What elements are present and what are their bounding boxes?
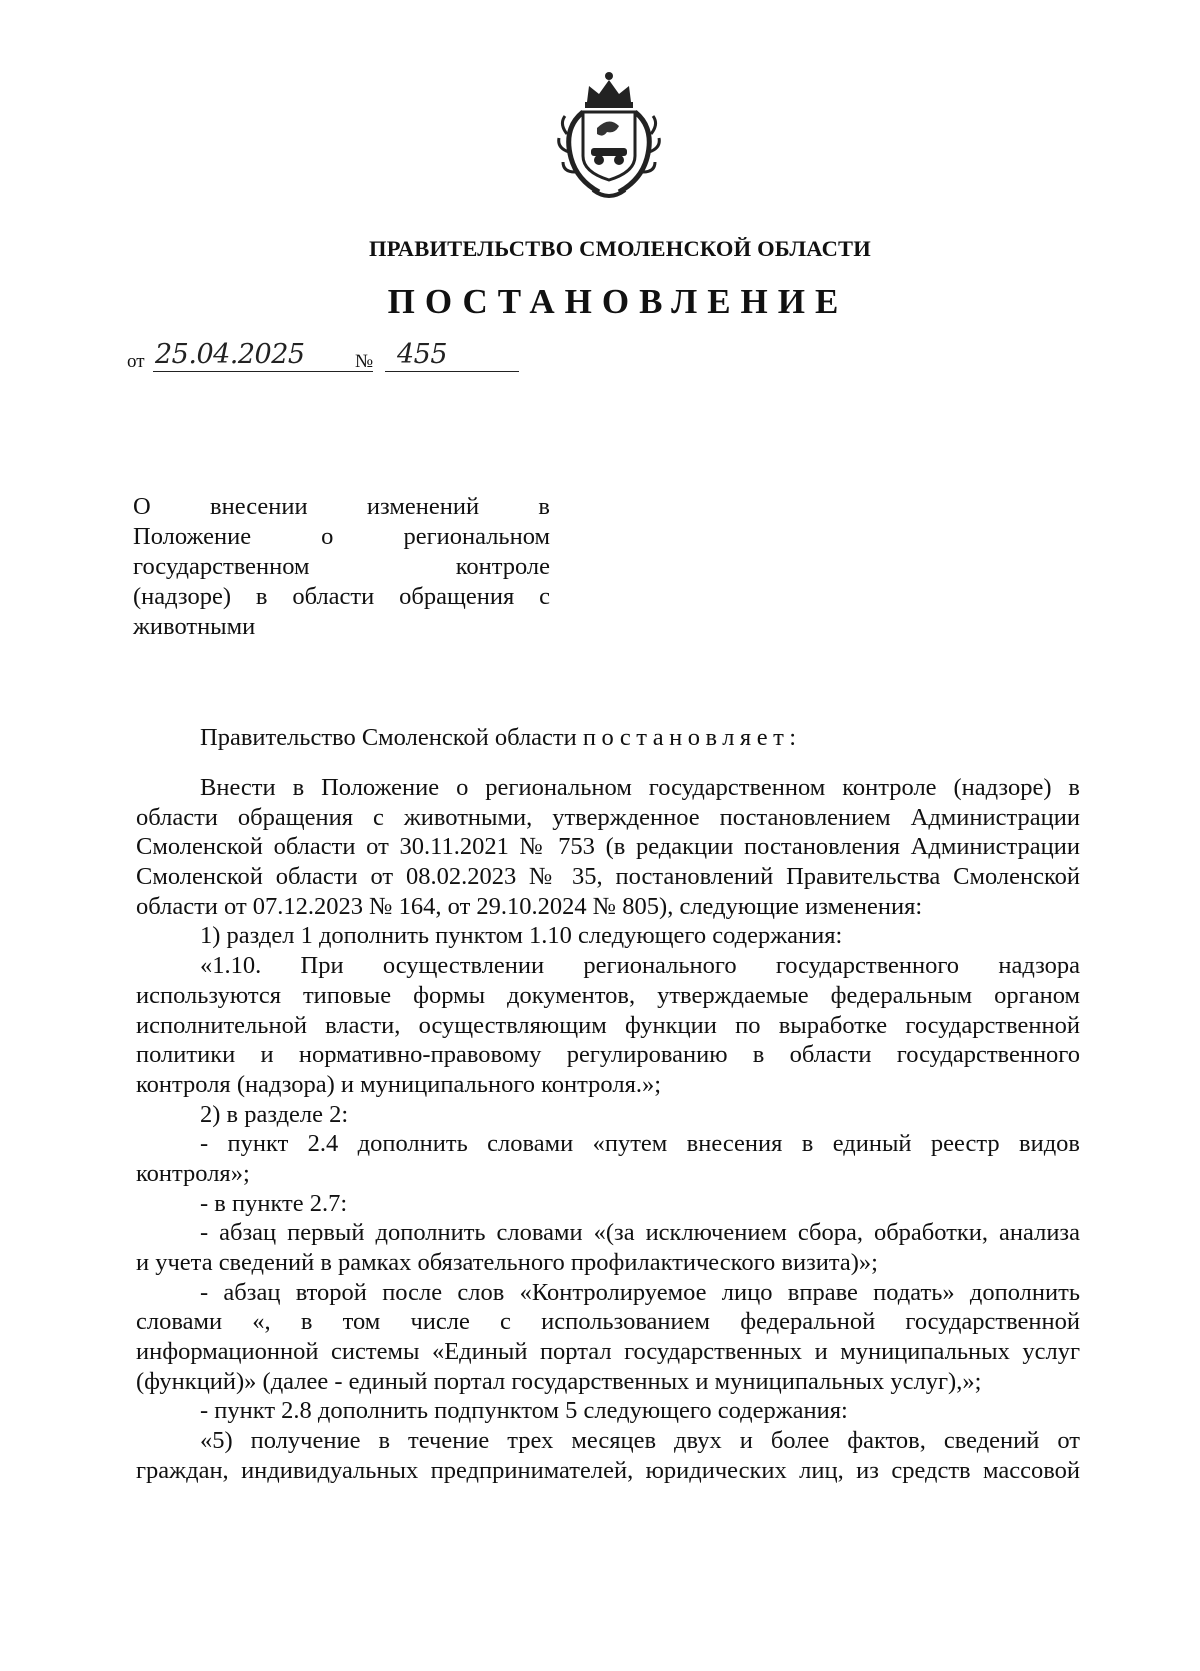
- body-line: контроля (надзора) и муниципального контроля.»;: [136, 1070, 662, 1098]
- body-line: и учета сведений в рамках обязательного профилактического визита)»;: [136, 1249, 878, 1276]
- body-line: Внести в Положение о региональном государственном контроле (надзоре) в: [200, 774, 1080, 801]
- body-line: граждан, индивидуальных предпринимателей, юридических лиц, из средств массовой: [136, 1456, 1080, 1484]
- body-line: «5) получение в течение трех месяцев двух и более фактов, сведений от: [200, 1427, 1080, 1455]
- body-line: Смоленской области от 30.11.2021 № 753 (в редакции постановления Администрации: [136, 833, 1080, 861]
- body-line: исполнительной власти, осуществляющим функции по выработке государственной: [136, 1011, 1080, 1039]
- document-body: [136, 773, 1080, 1486]
- body-line: - абзац второй после слов «Контролируемое лицо вправе подать» дополнить: [200, 1278, 1080, 1306]
- body-line: области обращения с животными, утвержденное постановлением Администрации: [136, 803, 1080, 831]
- resolve-verb: постановляет: [582, 724, 790, 751]
- subject-line: государственном контроле: [133, 553, 550, 580]
- subject-line: О внесении изменений в: [133, 493, 550, 520]
- document-type-title: ПОСТАНОВЛЕНИЕ: [387, 282, 849, 321]
- resolving-clause: [200, 723, 796, 753]
- subject-line: Положение о региональном: [133, 523, 550, 550]
- body-line: - пункт 2.8 дополнить подпунктом 5 следующего содержания:: [200, 1397, 848, 1425]
- body-line: политики и нормативно-правовому регулированию в области государственного: [136, 1041, 1080, 1069]
- number-underline: [385, 370, 519, 372]
- body-line: - в пункте 2.7:: [200, 1189, 348, 1217]
- body-line: 1) раздел 1 дополнить пунктом 1.10 следующего содержания:: [200, 922, 843, 950]
- resolve-colon: :: [789, 724, 797, 751]
- body-line: - абзац первый дополнить словами «(за исключением сбора, обработки, анализа: [200, 1219, 1080, 1247]
- subject-line: (надзоре) в области обращения с: [133, 583, 550, 610]
- body-line: «1.10. При осуществлении регионального государственного надзора: [200, 952, 1080, 980]
- organization-title: ПРАВИТЕЛЬСТВО СМОЛЕНСКОЙ ОБЛАСТИ: [369, 236, 871, 261]
- body-line: используются типовые формы документов, утверждаемые федеральным органом: [136, 981, 1080, 1009]
- subject-line: животными: [133, 613, 256, 640]
- body-line: области от 07.12.2023 № 164, от 29.10.2024 № 805), следующие изменения:: [136, 892, 923, 920]
- body-line: информационной системы «Единый портал государственных и муниципальных услуг: [136, 1338, 1080, 1366]
- number-label: №: [355, 351, 374, 372]
- handwritten-date: 25.04.2025: [155, 339, 305, 370]
- body-line: - пункт 2.4 дополнить словами «путем внесения в единый реестр видов: [200, 1130, 1080, 1158]
- resolve-lead: Правительство Смоленской области: [200, 724, 583, 751]
- date-underline: [153, 370, 373, 372]
- coat-of-arms-emblem: [553, 68, 665, 202]
- subject-block: [133, 492, 550, 642]
- body-line: контроля»;: [136, 1159, 250, 1187]
- body-line: 2) в разделе 2:: [200, 1100, 349, 1128]
- body-line: Смоленской области от 08.02.2023 № 35, постановлений Правительства Смоленской: [136, 863, 1080, 891]
- date-label: от: [127, 351, 145, 372]
- handwritten-number: 455: [397, 339, 448, 370]
- body-line: словами «, в том числе с использованием федеральной государственной: [136, 1308, 1080, 1336]
- body-line: (функций)» (далее - единый портал государственных и муниципальных услуг),»;: [136, 1367, 982, 1395]
